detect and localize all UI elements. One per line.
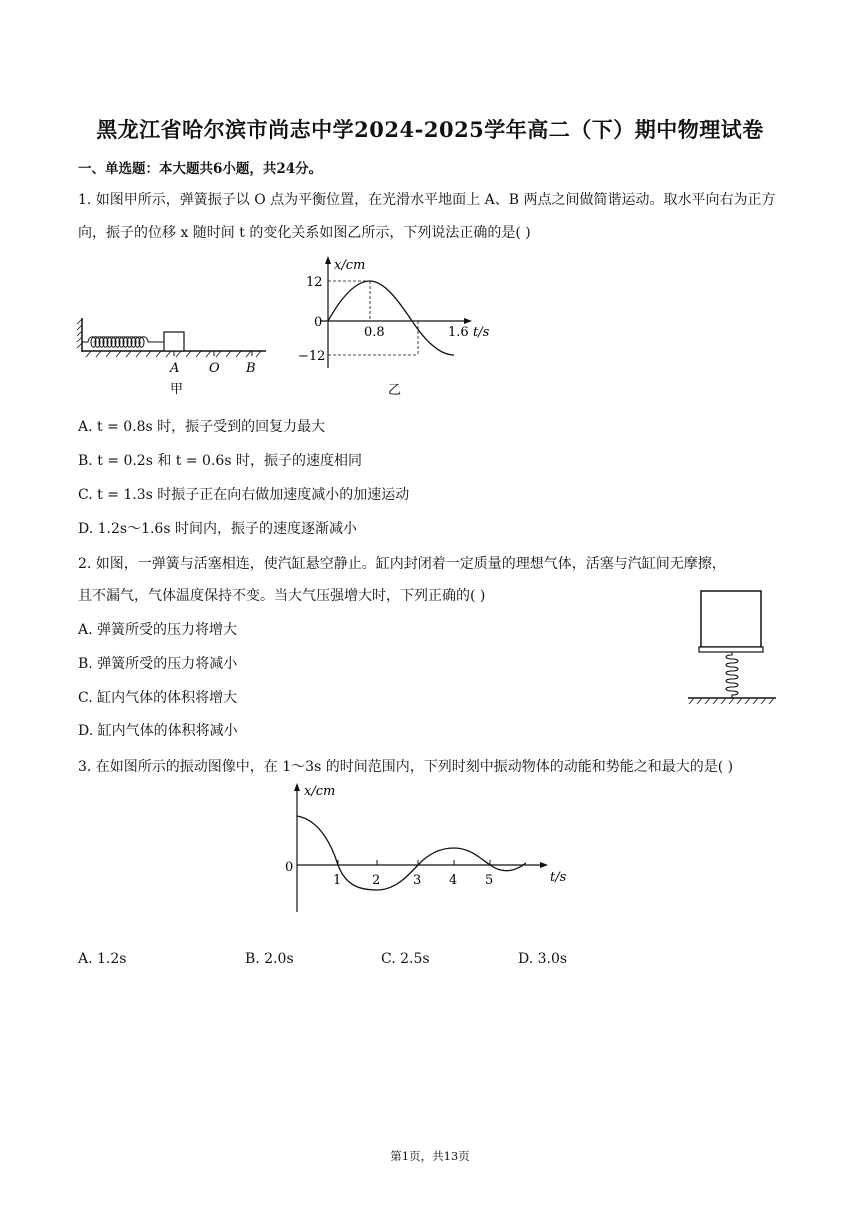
piston — [699, 647, 763, 652]
x-axis-label: t/s — [550, 870, 567, 885]
q1-option-b[interactable]: B. t = 0.2s 和 t = 0.6s 时，振子的速度相同 — [78, 453, 362, 469]
q1-figure-yi — [290, 252, 505, 402]
tick-zero: 0 — [314, 315, 323, 330]
label-O: O — [209, 361, 220, 376]
tick-5: 5 — [485, 873, 494, 888]
x-axis-arrow — [464, 318, 472, 324]
q2-option-b[interactable]: B. 弹簧所受的压力将减小 — [78, 656, 238, 672]
q3-figure-damped — [280, 778, 580, 918]
q3-option-b[interactable]: B. 2.0s — [245, 951, 294, 967]
tick-1: 1 — [333, 873, 342, 888]
cylinder — [701, 591, 761, 647]
ground-hatch — [689, 698, 774, 704]
q1-stem: 1. 如图甲所示，弹簧振子以 O 点为平衡位置，在光滑水平地面上 A、B 两点之间做简谐运动。取水平向右为正方向，振子的位移 x 随时间 t 的变化关系如图乙所示，下列说法正确的是( ) — [78, 192, 776, 241]
q2-stem-line2: 且不漏气，气体温度保持不变。当大气压强增大时，下列正确的( ) — [78, 588, 486, 604]
q1-figure-jia — [76, 318, 268, 398]
oscillator-block — [164, 332, 184, 351]
tick-3: 3 — [413, 873, 422, 888]
page-title: 黑龙江省哈尔滨市尚志中学2024-2025学年高二（下）期中物理试卷 — [96, 117, 764, 142]
q3-stem: 3. 在如图所示的振动图像中，在 1～3s 的时间范围内，下列时刻中振动物体的动能和势能之和最大的是( ) — [78, 759, 734, 775]
q1-option-a[interactable]: A. t = 0.8s 时，振子受到的回复力最大 — [78, 419, 326, 435]
y-axis-label: x/cm — [304, 784, 336, 799]
sine-curve — [328, 281, 454, 355]
label-A: A — [170, 361, 180, 376]
tick-12: 12 — [306, 275, 323, 290]
q3-option-c[interactable]: C. 2.5s — [381, 951, 430, 967]
spring — [726, 652, 738, 698]
zero-label: 0 — [285, 860, 294, 875]
tick-neg12: −12 — [298, 349, 326, 364]
q2-stem-line1: 2. 如图，一弹簧与活塞相连，使汽缸悬空静止。缸内封闭着一定质量的理想气体，活塞与汽缸间无摩擦， — [78, 556, 726, 572]
q2-option-d[interactable]: D. 缸内气体的体积将减小 — [78, 723, 238, 739]
y-axis-label: x/cm — [334, 258, 366, 273]
section-heading: 一、单选题：本大题共6小题，共24分。 — [78, 161, 323, 177]
q3-option-a[interactable]: A. 1.2s — [78, 951, 127, 967]
tick-4: 4 — [449, 873, 458, 888]
q2-option-c[interactable]: C. 缸内气体的体积将增大 — [78, 690, 238, 706]
spring-coil — [82, 337, 164, 348]
q1-option-d[interactable]: D. 1.2s～1.6s 时间内，振子的速度逐渐减小 — [78, 521, 357, 537]
y-axis-arrow — [325, 256, 331, 264]
tick-1.6: 1.6 — [448, 325, 469, 340]
tick-2: 2 — [372, 873, 381, 888]
caption-jia: 甲 — [170, 382, 184, 397]
q1-option-c[interactable]: C. t = 1.3s 时振子正在向右做加速度减小的加速运动 — [78, 487, 410, 503]
caption-yi: 乙 — [388, 383, 402, 398]
page-footer: 第1页，共13页 — [390, 1149, 470, 1163]
label-B: B — [246, 361, 256, 376]
q3-option-d[interactable]: D. 3.0s — [518, 951, 568, 967]
x-axis-arrow — [540, 862, 548, 868]
tick-0.8: 0.8 — [364, 325, 385, 340]
q2-figure-cylinder — [686, 588, 780, 710]
y-axis-arrow — [294, 783, 300, 791]
x-axis-label: t/s — [473, 325, 490, 340]
q2-option-a[interactable]: A. 弹簧所受的压力将增大 — [78, 622, 238, 638]
